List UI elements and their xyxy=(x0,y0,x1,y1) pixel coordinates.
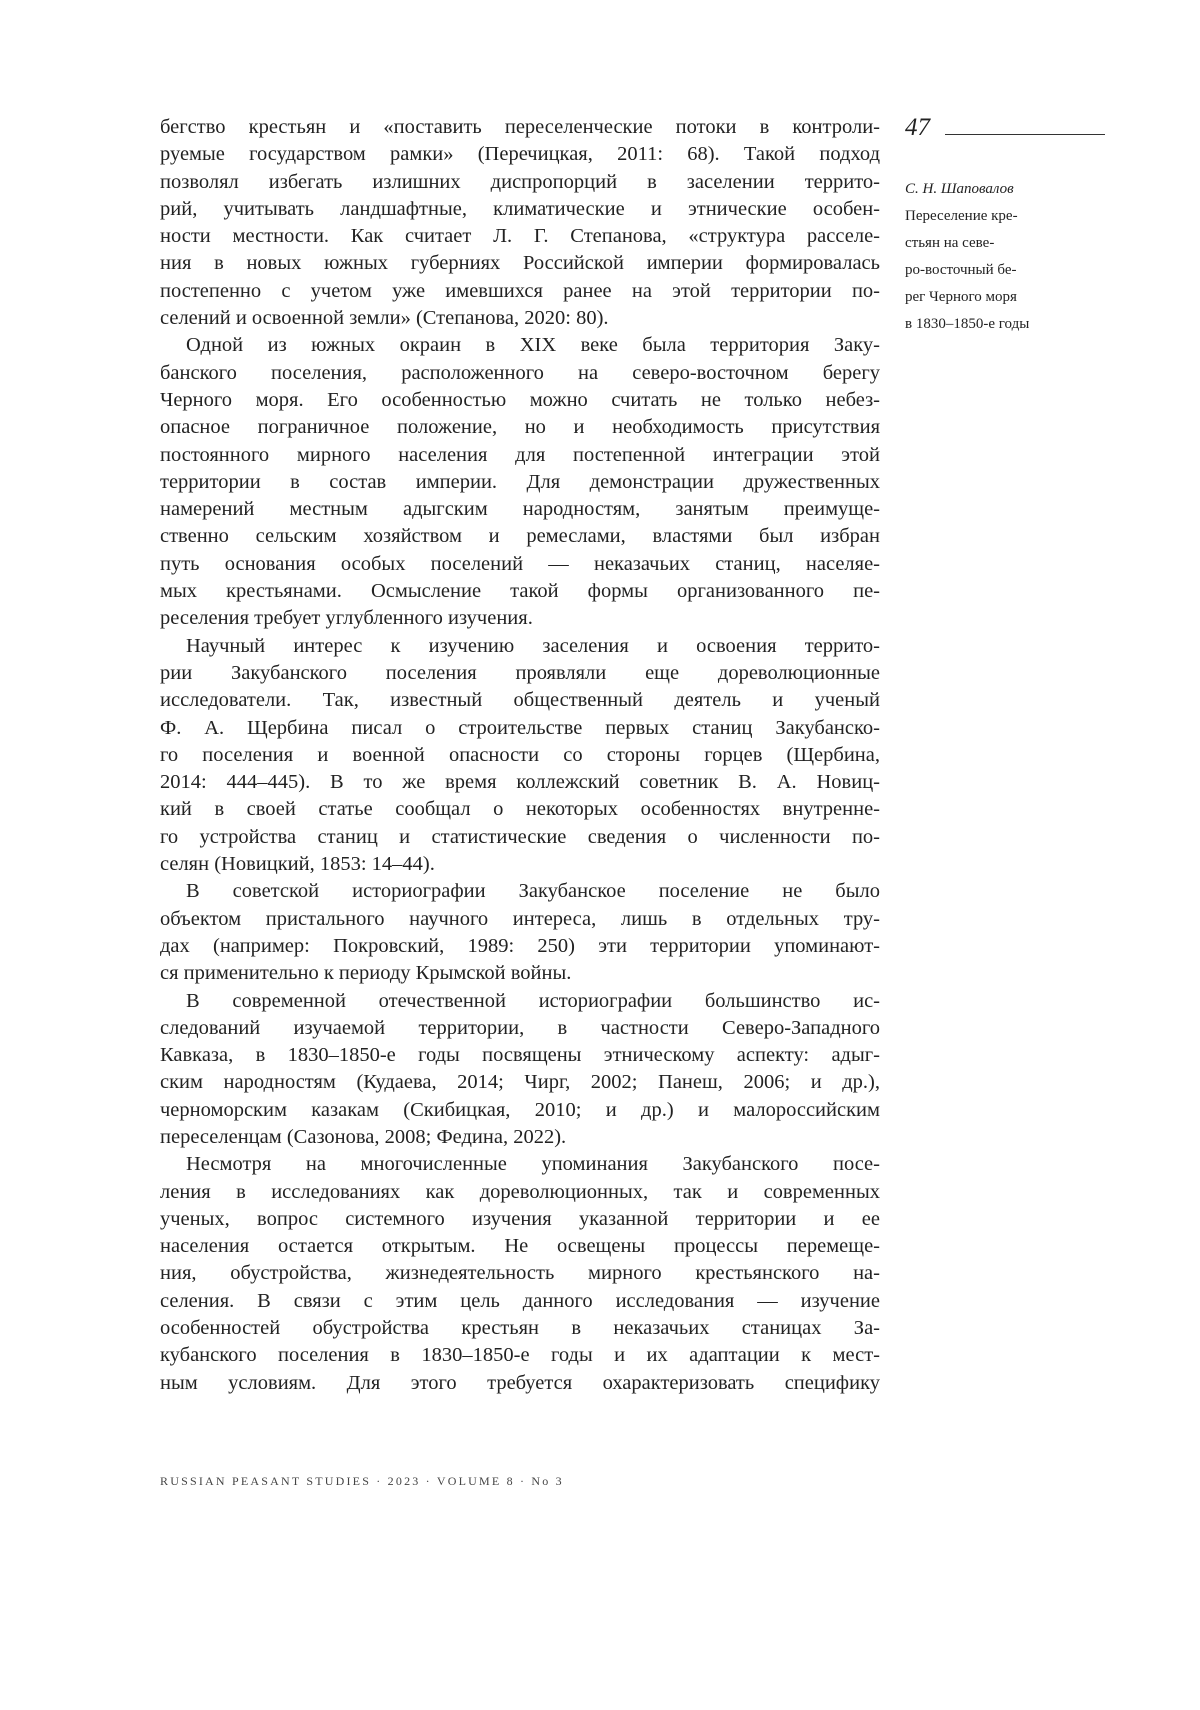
text-line: В современной отечественной историографии большинство ис- xyxy=(160,988,880,1015)
text-line: ности местности. Как считает Л. Г. Степанова, «структура расселе- xyxy=(160,223,880,250)
text-line: постепенно с учетом уже имевшихся ранее на этой территории по- xyxy=(160,278,880,305)
text-line: руемые государством рамки» (Перечицкая, 2011: 68). Такой подход xyxy=(160,141,880,168)
text-line: банского поселения, расположенного на северо-восточном берегу xyxy=(160,360,880,387)
text-line: селян (Новицкий, 1853: 14–44). xyxy=(160,851,880,878)
text-line: селений и освоенной земли» (Степанова, 2020: 80). xyxy=(160,305,880,332)
text-line: Несмотря на многочисленные упоминания Закубанского посе- xyxy=(160,1151,880,1178)
text-line: Ф. А. Щербина писал о строительстве первых станиц Закубанско- xyxy=(160,715,880,742)
page-number: 47 xyxy=(905,114,930,142)
text-line: особенностей обустройства крестьян в неказачьих станицах За- xyxy=(160,1315,880,1342)
running-title-line: рег Черного моря xyxy=(905,284,1105,311)
text-line: Кавказа, в 1830–1850-е годы посвящены этническому аспекту: адыг- xyxy=(160,1042,880,1069)
text-line: Одной из южных окраин в XIX веке была территория Заку- xyxy=(160,332,880,359)
text-line: постоянного мирного населения для постепенной интеграции этой xyxy=(160,442,880,469)
paragraph xyxy=(160,878,880,987)
text-line: населения остается открытым. Не освещены процессы перемеще- xyxy=(160,1233,880,1260)
text-line: ления в исследованиях как дореволюционных, так и современных xyxy=(160,1179,880,1206)
text-line: реселения требует углубленного изучения. xyxy=(160,605,880,632)
text-line: селения. В связи с этим цель данного исследования — изучение xyxy=(160,1288,880,1315)
text-line: дах (например: Покровский, 1989: 250) эти территории упоминают- xyxy=(160,933,880,960)
text-line: кубанского поселения в 1830–1850-е годы и их адаптации к мест- xyxy=(160,1342,880,1369)
text-line: следований изучаемой территории, в частности Северо-Западного xyxy=(160,1015,880,1042)
text-line: ся применительно к периоду Крымской войны. xyxy=(160,960,880,987)
text-line: кий в своей статье сообщал о некоторых особенностях внутренне- xyxy=(160,796,880,823)
paragraph xyxy=(160,1151,880,1397)
text-line: ученых, вопрос системного изучения указанной территории и ее xyxy=(160,1206,880,1233)
text-line: В советской историографии Закубанское поселение не было xyxy=(160,878,880,905)
text-line: намерений местным адыгским народностям, занятым преимуще- xyxy=(160,496,880,523)
text-line: ным условиям. Для этого требуется охарактеризовать специфику xyxy=(160,1370,880,1397)
paragraph xyxy=(160,114,880,332)
running-header xyxy=(905,176,1105,338)
text-line: исследователи. Так, известный общественный деятель и ученый xyxy=(160,687,880,714)
text-line: ским народностям (Кудаева, 2014; Чирг, 2002; Панеш, 2006; и др.), xyxy=(160,1069,880,1096)
text-line: го устройства станиц и статистические сведения о численности по- xyxy=(160,824,880,851)
text-line: ственно сельским хозяйством и ремеслами, властями был избран xyxy=(160,523,880,550)
paragraph xyxy=(160,988,880,1152)
text-line: опасное пограничное положение, но и необходимость присутствия xyxy=(160,414,880,441)
text-line: позволял избегать излишних диспропорций в заселении террито- xyxy=(160,169,880,196)
text-line: путь основания особых поселений — неказачьих станиц, населяе- xyxy=(160,551,880,578)
running-title-line: ро-восточный бе- xyxy=(905,257,1105,284)
text-line: черноморским казакам (Скибицкая, 2010; и др.) и малороссийским xyxy=(160,1097,880,1124)
paragraph xyxy=(160,332,880,632)
text-line: ния, обустройства, жизнедеятельность мирного крестьянского на- xyxy=(160,1260,880,1287)
text-line: переселенцам (Сазонова, 2008; Федина, 2022). xyxy=(160,1124,880,1151)
text-line: бегство крестьян и «поставить переселенческие потоки в контроли- xyxy=(160,114,880,141)
running-title-line: в 1830–1850-е годы xyxy=(905,311,1105,338)
text-line: рий, учитывать ландшафтные, климатические и этнические особен- xyxy=(160,196,880,223)
article-body xyxy=(160,114,880,1397)
journal-footer: RUSSIAN PEASANT STUDIES · 2023 · VOLUME 8 · No 3 xyxy=(160,1474,564,1489)
text-line: го поселения и военной опасности со стороны горцев (Щербина, xyxy=(160,742,880,769)
text-line: мых крестьянами. Осмысление такой формы организованного пе- xyxy=(160,578,880,605)
text-line: объектом пристального научного интереса, лишь в отдельных тру- xyxy=(160,906,880,933)
header-rule xyxy=(945,134,1105,135)
paragraph xyxy=(160,633,880,879)
running-author: С. Н. Шаповалов xyxy=(905,176,1105,203)
text-line: ния в новых южных губерниях Российской империи формировалась xyxy=(160,250,880,277)
running-title-line: Переселение кре- xyxy=(905,203,1105,230)
text-line: 2014: 444–445). В то же время коллежский советник В. А. Новиц- xyxy=(160,769,880,796)
text-line: Научный интерес к изучению заселения и освоения террито- xyxy=(160,633,880,660)
running-title-line: стьян на севе- xyxy=(905,230,1105,257)
text-line: Черного моря. Его особенностью можно считать не только небез- xyxy=(160,387,880,414)
text-line: территории в состав империи. Для демонстрации дружественных xyxy=(160,469,880,496)
text-line: рии Закубанского поселения проявляли еще дореволюционные xyxy=(160,660,880,687)
